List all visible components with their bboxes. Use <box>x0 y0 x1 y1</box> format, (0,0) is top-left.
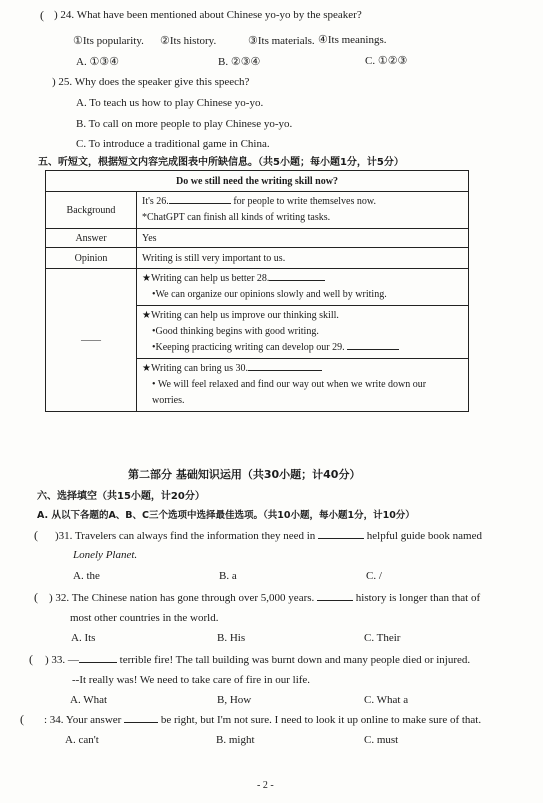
q32-stem-end: history is longer than that of <box>355 592 481 604</box>
blank-q32[interactable] <box>317 600 353 601</box>
reasons-cell <box>137 269 469 412</box>
q24-item-3: ③Its materials. <box>248 35 315 47</box>
background-cell <box>137 192 469 229</box>
info-table <box>45 170 469 412</box>
reason2-detail1: •Good thinking begins with good writing. <box>152 326 319 337</box>
page-number: - 2 - <box>257 780 274 791</box>
blank-26[interactable] <box>169 203 231 204</box>
q24-item-2: ②Its history. <box>160 35 217 47</box>
q32-paren: ( <box>34 590 38 604</box>
answer-value: Yes <box>137 229 469 248</box>
section6a-heading: A. 从以下各题的A、B、C三个选项中选择最佳选项。（共10小题，每小题1分，计10分） <box>37 510 415 521</box>
q33-option-a: A. What <box>70 694 108 706</box>
q31-stem <box>55 530 482 542</box>
opinion-value: Writing is still very important to us. <box>137 248 469 269</box>
q34-paren: ( <box>20 712 24 726</box>
blank-28[interactable] <box>269 280 325 281</box>
q24-item-1: ①Its popularity. <box>73 35 144 47</box>
q33-option-c: C. What a <box>364 694 409 706</box>
section5-heading: 五、听短文，根据短文内容完成图表中所缺信息。（共5小题；每小题1分，计5分） <box>38 157 404 168</box>
q33-stem-end: terrible fire! The tall building was burnt down and many people died or injured. <box>119 654 471 666</box>
answer-label: Answer <box>46 229 137 248</box>
q25-option-b: B. To call on more people to play Chinese yo-yo. <box>76 118 293 130</box>
background-line2: *ChatGPT can finish all kinds of writing tasks. <box>142 212 331 223</box>
reason2-detail2: •Keeping practicing writing can develop our 29. <box>152 342 345 353</box>
q32-option-b: B. His <box>217 632 246 644</box>
q33-reply: --It really was! We need to take care of fire in our life. <box>72 674 311 686</box>
q31-paren: ( <box>34 528 38 542</box>
q32-option-a: A. Its <box>71 632 96 644</box>
blank-q33[interactable] <box>79 662 117 663</box>
q24-stem: ) 24. What have been mentioned about Chinese yo-yo by the speaker? <box>54 9 362 21</box>
reason1-title: ★Writing can help us better 28. <box>142 273 270 284</box>
background-line1-start: It's 26. <box>142 196 169 207</box>
q24-option-c: C. ①②③ <box>365 55 408 67</box>
q33-paren: ( <box>29 652 33 666</box>
q24-option-a: A. ①③④ <box>76 56 120 68</box>
q31-stem-book: Lonely Planet. <box>73 549 138 561</box>
q25-option-a: A. To teach us how to play Chinese yo-yo. <box>76 97 264 109</box>
opinion-label: Opinion <box>46 248 137 269</box>
background-label: Background <box>46 192 137 229</box>
q31-option-c: C. / <box>366 570 382 582</box>
q31-option-a: A. the <box>73 570 100 582</box>
q34-stem-start: : 34. Your answer <box>44 714 122 726</box>
reason2-title: ★Writing can help us improve our thinking skill. <box>142 310 339 321</box>
q32-stem-cont: most other countries in the world. <box>70 612 219 624</box>
table-title: Do we still need the writing skill now? <box>46 171 469 192</box>
q32-option-c: C. Their <box>364 632 401 644</box>
blank-q34[interactable] <box>124 722 158 723</box>
blank-q31[interactable] <box>318 538 364 539</box>
q32-stem <box>49 592 480 604</box>
reason3-detail-a: • We will feel relaxed and find our way out when we write down our <box>152 379 427 390</box>
q32-stem-start: ) 32. The Chinese nation has gone through over 5,000 years. <box>49 592 315 604</box>
reason-divider-2 <box>137 358 468 359</box>
q34-stem-end: be right, but I'm not sure. I need to look it up online to make sure of that. <box>160 714 482 726</box>
q34-stem <box>44 714 481 726</box>
q25-stem: ) 25. Why does the speaker give this speech? <box>52 76 250 88</box>
q33-option-b: B, How <box>217 694 252 706</box>
reason3-title: ★Writing can bring us 30. <box>142 363 249 374</box>
background-line1-end: for people to write themselves now. <box>230 196 376 207</box>
reasons-label: —— <box>46 269 137 412</box>
reason1-detail: •We can organize our opinions slowly and well by writing. <box>152 289 387 300</box>
q34-option-a: A. can't <box>65 734 99 746</box>
q24-paren: ( <box>40 8 44 22</box>
part2-title: 第二部分 基础知识运用（共30小题；计40分） <box>128 468 361 481</box>
section6-heading: 六、选择填空（共15小题，计20分） <box>37 491 205 502</box>
q34-option-c: C. must <box>364 734 399 746</box>
reason3-detail-b: worries. <box>152 395 185 406</box>
q31-stem-end: helpful guide book named <box>366 530 482 542</box>
q33-stem-start: ) 33. — <box>45 654 79 666</box>
blank-30[interactable] <box>248 370 322 371</box>
q31-stem-start: )31. Travelers can always find the information they need in <box>55 530 316 542</box>
q31-option-b: B. a <box>219 570 237 582</box>
blank-29[interactable] <box>347 349 399 350</box>
q25-option-c: C. To introduce a traditional game in China. <box>76 138 270 150</box>
reason-divider-1 <box>137 305 468 306</box>
q33-stem <box>45 654 470 666</box>
q24-option-b: B. ②③④ <box>218 56 261 68</box>
q34-option-b: B. might <box>216 734 255 746</box>
q24-item-4: ④Its meanings. <box>318 34 387 46</box>
